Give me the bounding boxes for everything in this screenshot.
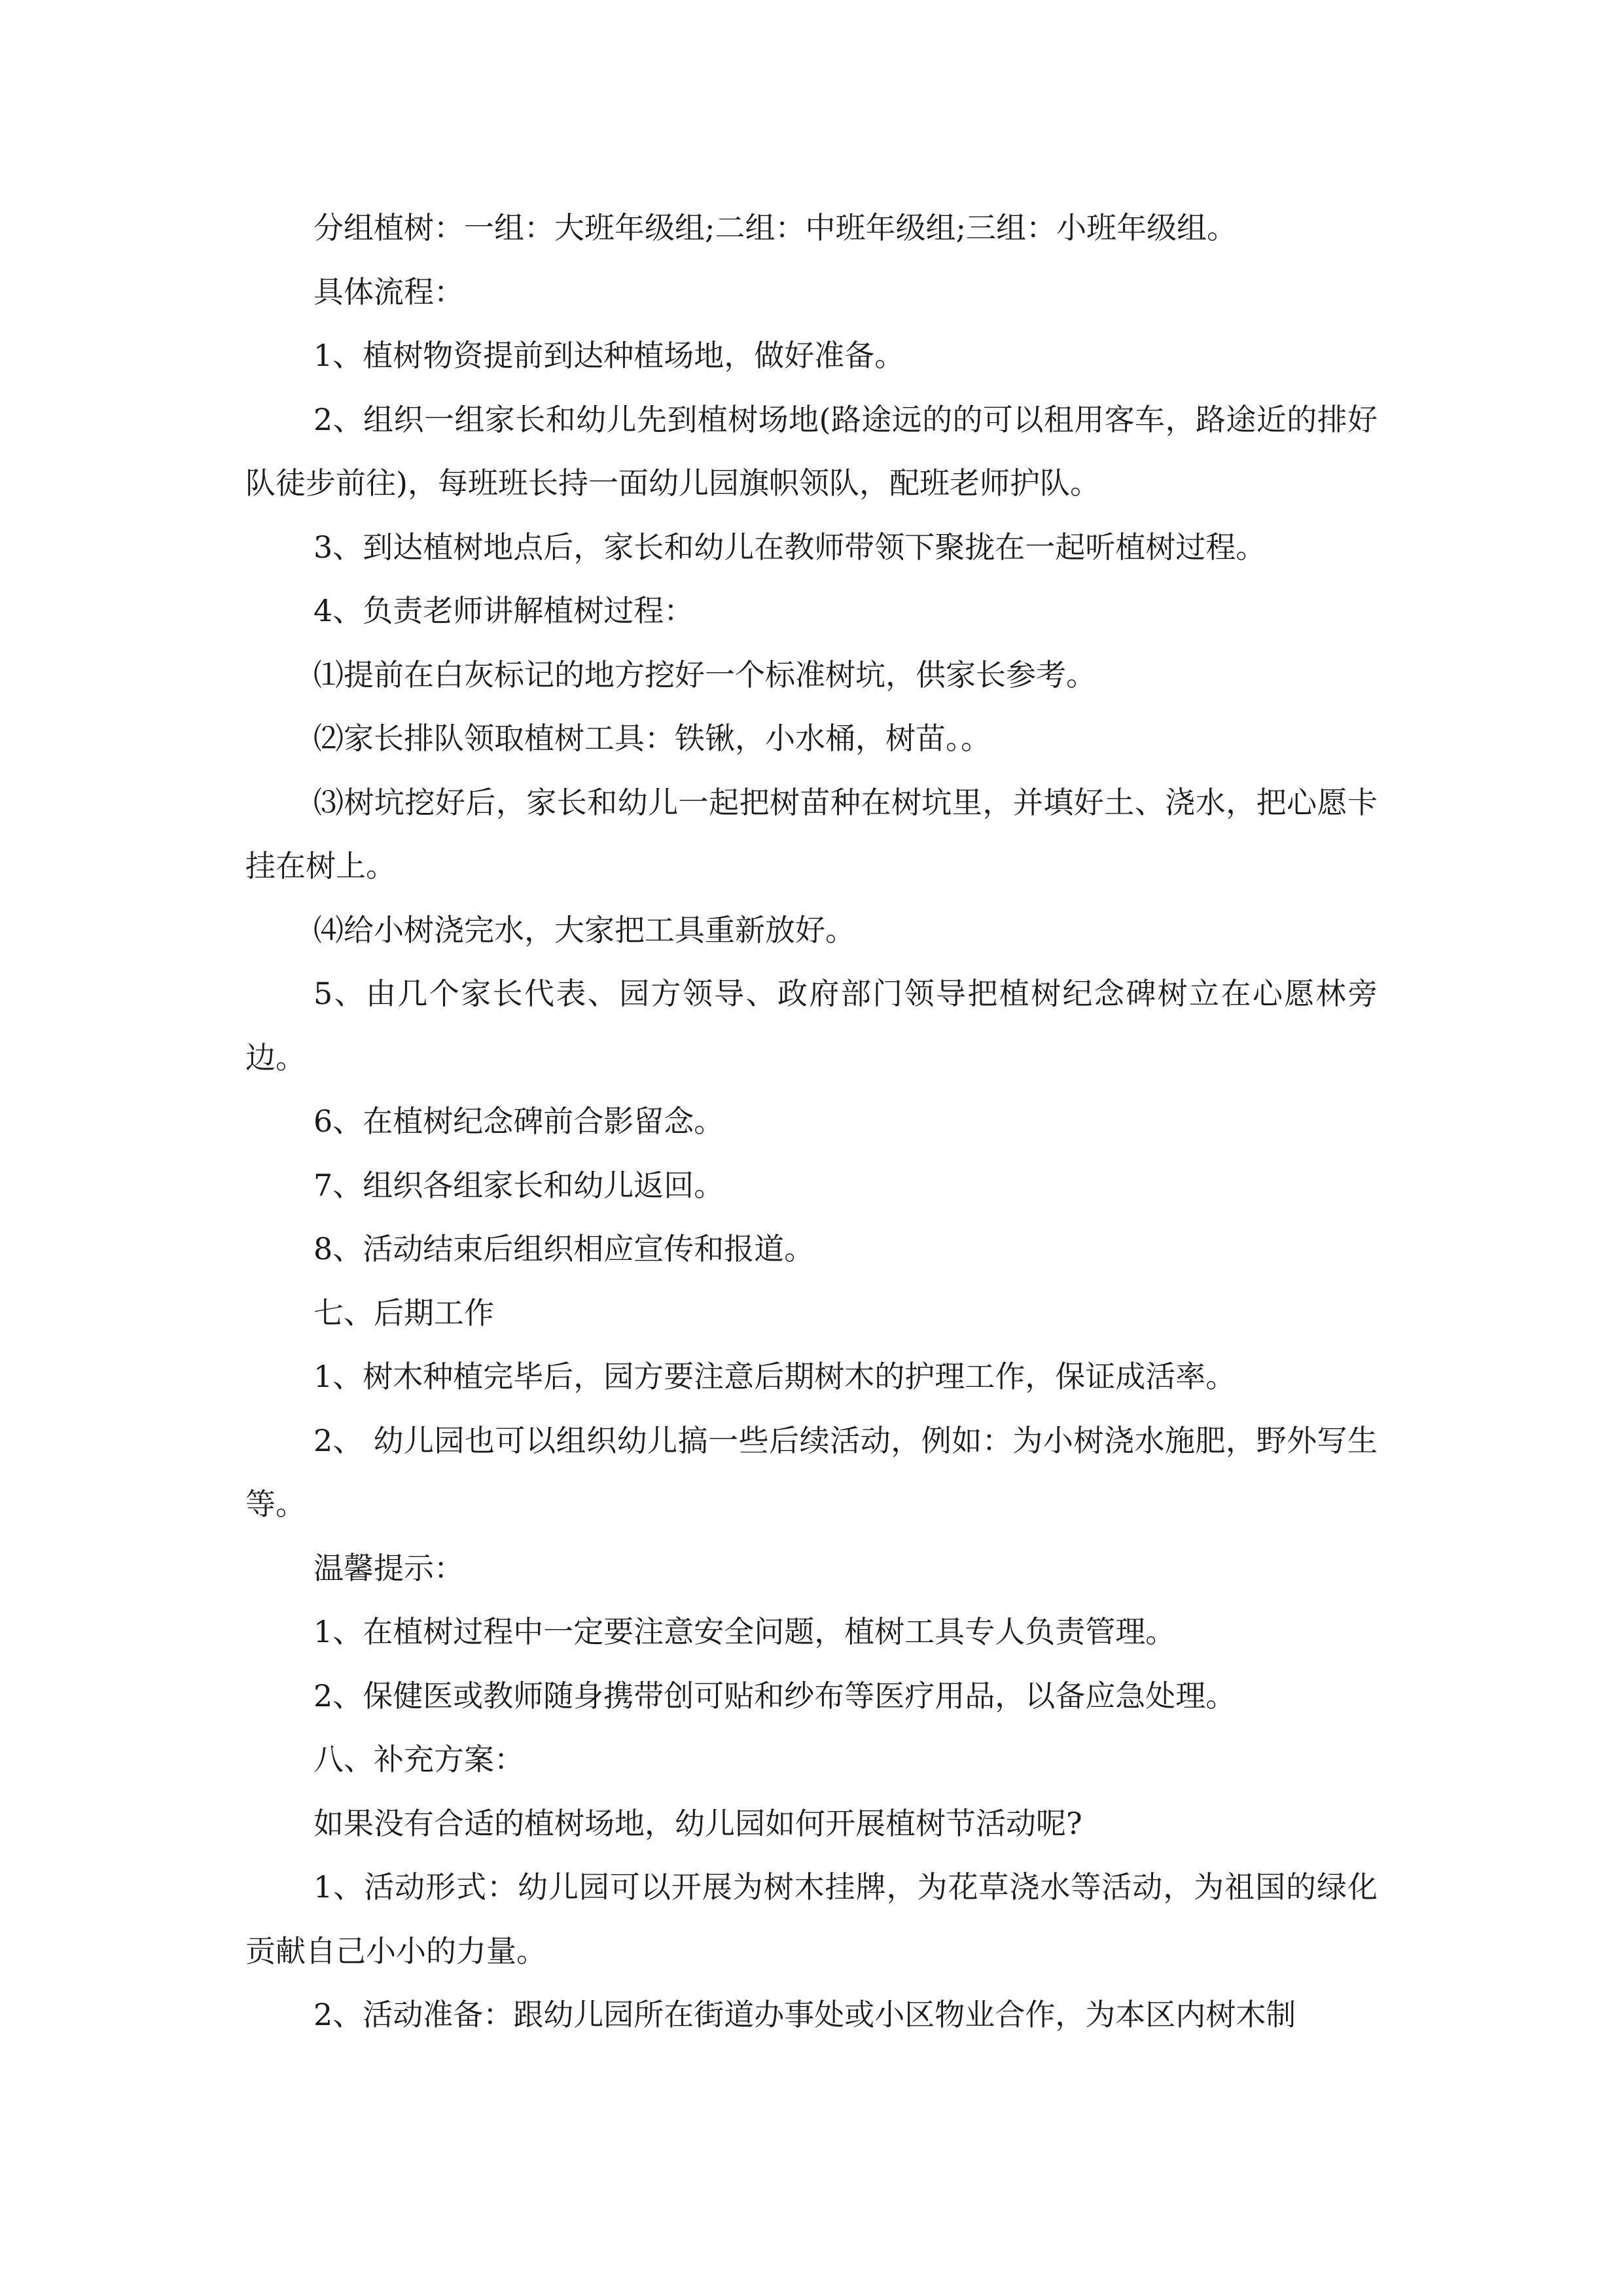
paragraph: 1、在植树过程中一定要注意安全问题，植树工具专人负责管理。 xyxy=(313,1614,1176,1649)
paragraph: 2、组织一组家长和幼儿先到植树场地(路途远的的可以租用客车，路途近的排好队徒步前往)，每班班长持一面幼儿园旗帜领队，配班老师护队。 xyxy=(245,401,1378,501)
paragraph: ⑶树坑挖好后，家长和幼儿一起把树苗种在树坑里，并填好土、浇水，把心愿卡挂在树上。 xyxy=(245,784,1378,884)
paragraph: 1、树木种植完毕后，园方要注意后期树木的护理工作，保证成活率。 xyxy=(313,1359,1236,1394)
paragraph: 温馨提示： xyxy=(313,1550,464,1586)
paragraph: ⑷给小树浇完水，大家把工具重新放好。 xyxy=(313,912,855,948)
paragraph: 8、活动结束后组织相应宣传和报道。 xyxy=(313,1231,815,1266)
document-body xyxy=(245,196,1378,2047)
paragraph: 5、由几个家长代表、园方领导、政府部门领导把植树纪念碑树立在心愿林旁边。 xyxy=(245,976,1378,1075)
section-heading: 八、补充方案： xyxy=(313,1742,524,1777)
paragraph: ⑵家长排队领取植树工具：铁锹，小水桶，树苗。。 xyxy=(313,721,991,756)
paragraph: 2、保健医或教师随身携带创可贴和纱布等医疗用品，以备应急处理。 xyxy=(313,1677,1236,1713)
paragraph: 1、植树物资提前到达种植场地，做好准备。 xyxy=(313,338,905,373)
paragraph: 3、到达植树地点后，家长和幼儿在教师带领下聚拢在一起听植树过程。 xyxy=(313,529,1266,565)
section-heading: 七、后期工作 xyxy=(313,1295,494,1331)
paragraph: 分组植树：一组：大班年级组;二组：中班年级组;三组：小班年级组。 xyxy=(313,210,1237,245)
paragraph: 如果没有合适的植树场地，幼儿园如何开展植树节活动呢? xyxy=(313,1805,1082,1841)
paragraph: 4、负责老师讲解植树过程： xyxy=(313,593,694,628)
paragraph: 7、组织各组家长和幼儿返回。 xyxy=(313,1167,724,1203)
paragraph: 2、活动准备：跟幼儿园所在街道办事处或小区物业合作，为本区内树木制 xyxy=(313,1997,1296,2032)
paragraph: 1、活动形式：幼儿园可以开展为树木挂牌，为花草浇水等活动，为祖国的绿化贡献自己小小的力量。 xyxy=(245,1869,1378,1969)
paragraph: 具体流程： xyxy=(313,274,464,310)
paragraph: 2、 幼儿园也可以组织幼儿搞一些后续活动，例如：为小树浇水施肥，野外写生等。 xyxy=(245,1422,1378,1522)
paragraph: 6、在植树纪念碑前合影留念。 xyxy=(313,1103,724,1139)
paragraph: ⑴提前在白灰标记的地方挖好一个标准树坑，供家长参考。 xyxy=(313,656,1096,692)
